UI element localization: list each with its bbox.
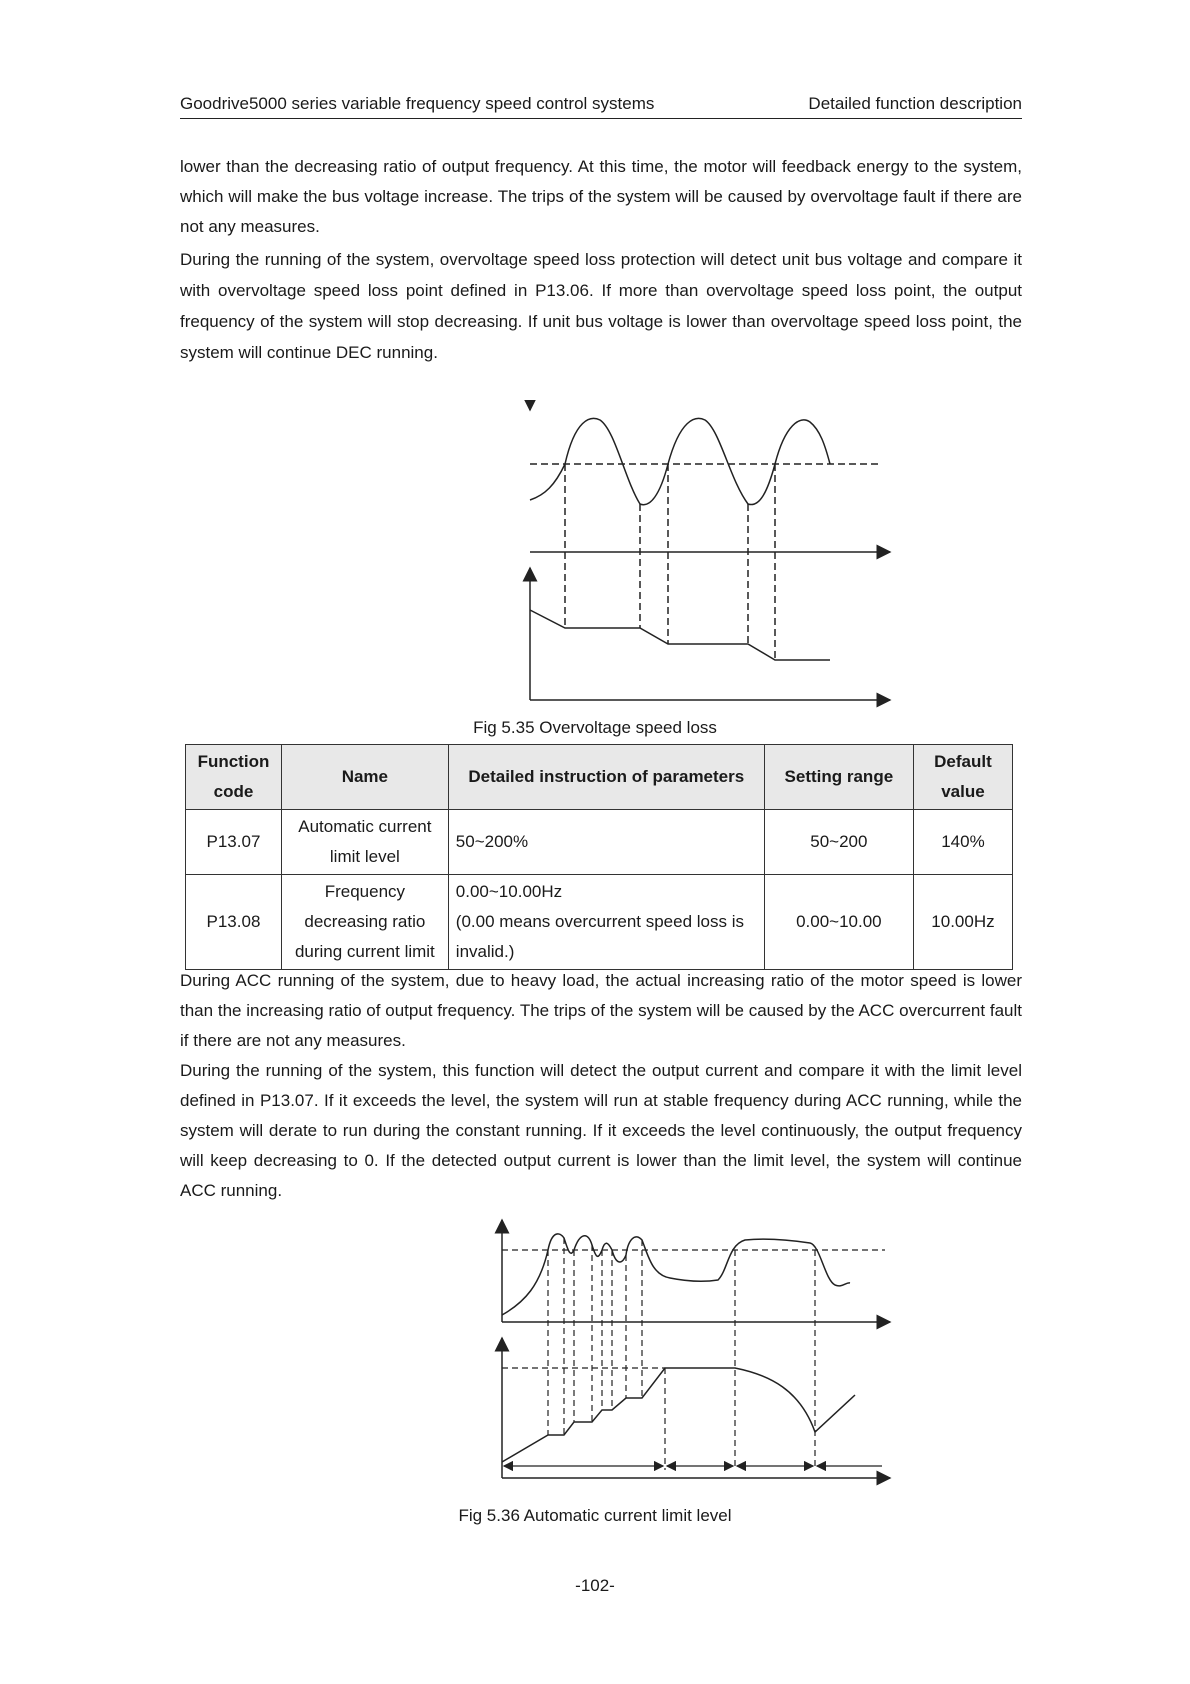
cell-code: P13.07 <box>186 810 282 875</box>
fig1-frequency-curve <box>530 610 830 660</box>
header-name: Name <box>281 745 448 810</box>
fig2-current-curve <box>502 1234 850 1315</box>
fig1-guides <box>565 464 775 660</box>
cell-range: 0.00~10.00 <box>764 875 913 970</box>
cell-detail-line: (0.00 means overcurrent speed loss is invalid.) <box>455 912 744 961</box>
cell-name: Automatic current limit level <box>281 810 448 875</box>
cell-default: 140% <box>913 810 1012 875</box>
header-default-value: Default value <box>913 745 1012 810</box>
parameter-table <box>185 744 1013 970</box>
page-number: -102- <box>575 1576 615 1595</box>
cell-detail <box>448 875 764 970</box>
figure-2-caption: Fig 5.36 Automatic current limit level <box>458 1506 732 1525</box>
header-section: Detailed function description <box>808 94 1022 113</box>
table-row <box>186 810 1013 875</box>
header-title: Goodrive5000 series variable frequency speed control systems <box>180 94 655 113</box>
figure-overvoltage-speed-loss <box>510 400 910 710</box>
fig1-voltage-curve <box>530 418 830 504</box>
cell-detail-line: 0.00~10.00Hz <box>455 882 563 901</box>
fig2-guides <box>548 1238 815 1470</box>
cell-detail <box>448 810 764 875</box>
paragraph-3: During ACC running of the system, due to heavy load, the actual increasing ratio of the motor speed is lower than the increasing ratio of output frequency. The trips of the system will be caused by the ACC overcurrent fault if there are not any measures. <box>180 971 1022 1050</box>
header-setting-range: Setting range <box>764 745 913 810</box>
cell-default: 10.00Hz <box>913 875 1012 970</box>
fig2-frequency-curve <box>502 1368 855 1462</box>
paragraph-4: During the running of the system, this function will detect the output current and compare it with the limit level defined in P13.07. If it exceeds the level, the system will run at stable frequency during ACC running, while the system will derate to run during the constant running. If it exceeds the level continuously, the output frequency will keep decreasing to 0. If the detected output current is lower than the limit level, the system will continue ACC running. <box>180 1061 1022 1200</box>
table-header-row <box>186 745 1013 810</box>
cell-name: Frequency decreasing ratio during current limit <box>281 875 448 970</box>
figure-1-caption: Fig 5.35 Overvoltage speed loss <box>473 718 717 737</box>
header-detail: Detailed instruction of parameters <box>448 745 764 810</box>
cell-code: P13.08 <box>186 875 282 970</box>
table-row <box>186 875 1013 970</box>
paragraph-1: lower than the decreasing ratio of output frequency. At this time, the motor will feedback energy to the system, which will make the bus voltage increase. The trips of the system will be caused by overvoltage fault if there are not any measures. <box>180 157 1022 236</box>
cell-range: 50~200 <box>764 810 913 875</box>
cell-detail-line: 50~200% <box>455 832 529 851</box>
header-function-code: Function code <box>186 745 282 810</box>
figure-automatic-current-limit <box>490 1210 910 1500</box>
paragraph-2: During the running of the system, overvoltage speed loss protection will detect unit bus voltage and compare it with overvoltage speed loss point defined in P13.06. If more than overvoltage speed loss point, the output frequency of the system will stop decreasing. If unit bus voltage is lower than overvoltage speed loss point, the system will continue DEC running. <box>180 250 1022 362</box>
page-header <box>180 92 1022 119</box>
